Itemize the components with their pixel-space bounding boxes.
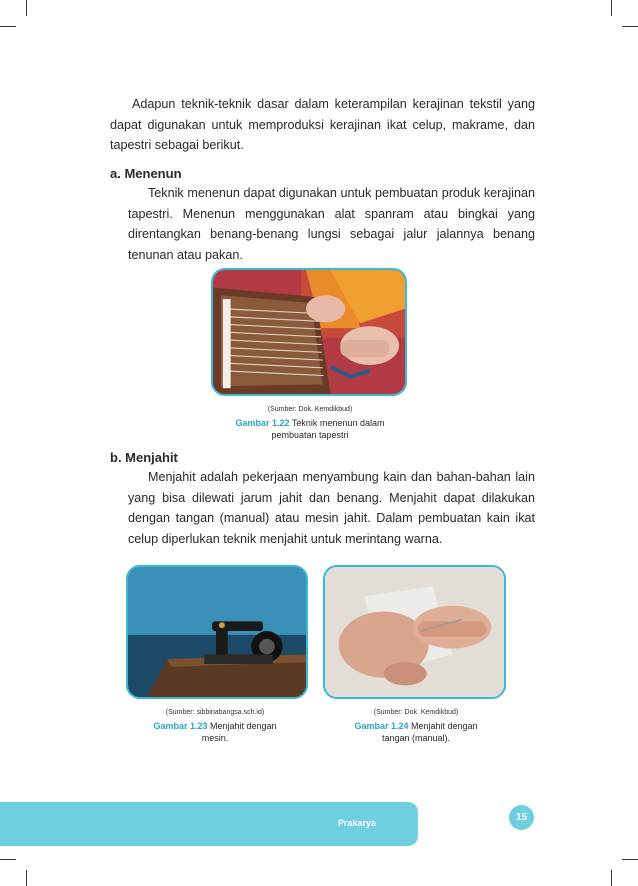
crop-mark [26, 0, 27, 16]
figure-source: (Sumber: Dok. Kemdikbud) [267, 406, 353, 413]
crop-mark [611, 0, 612, 16]
crop-mark [622, 26, 638, 27]
figure-label: Gambar 1.23 [153, 720, 208, 731]
section-b-heading: b. Menjahit [110, 450, 178, 465]
figure-1-22-caption [220, 404, 400, 442]
crop-mark [0, 26, 16, 27]
crop-mark [0, 859, 16, 860]
crop-mark [622, 859, 638, 860]
figure-1-24-caption [342, 707, 490, 745]
crop-mark [611, 870, 612, 886]
figure-source: (Sumber: Dok. Kemdikbud) [373, 709, 459, 716]
hand-sewing-photo [323, 565, 506, 699]
section-a-heading: a. Menenun [110, 166, 182, 181]
page-number: 15 [509, 805, 534, 830]
crop-mark [26, 870, 27, 886]
sewing-machine-photo [126, 565, 308, 699]
figure-label: Gambar 1.24 [354, 720, 409, 731]
section-b-body: Menjahit adalah pekerjaan menyambung kain dan bahan-bahan lain yang bisa dilewati jarum jahit dan benang. Menjahit dapat dilakukan dengan tangan (manual) atau mesin jahit. Dalam pembuatan kain ikat celup diperlukan teknik menjahit untuk merintang warna. [128, 470, 535, 546]
figure-source: (Sumber: sibbinabangsa.sch.id) [165, 709, 265, 716]
weaving-photo [211, 268, 407, 396]
section-a-body: Teknik menenun dapat digunakan untuk pembuatan produk kerajinan tapestri. Menenun menggunakan alat spanram atau bingkai yang direntangkan benang-benang lungsi sebagai jalur jalannya benang tenunan atau pakan. [128, 186, 535, 262]
figure-1-23-caption [140, 707, 290, 745]
footer-subject: Prakarya [338, 818, 377, 828]
figure-text: Menjahit dengan tangan (manual). [381, 720, 478, 743]
figure-label: Gambar 1.22 [235, 417, 290, 428]
figure-text: Teknik menenun dalam pembuatan tapestri [271, 417, 385, 440]
intro-paragraph: Adapun teknik-teknik dasar dalam keterampilan kerajinan tekstil yang dapat digunakan untuk memproduksi kerajinan ikat celup, makrame, dan tapestri sebagai berikut. [110, 97, 535, 152]
figure-text: Menjahit dengan mesin. [201, 720, 277, 743]
